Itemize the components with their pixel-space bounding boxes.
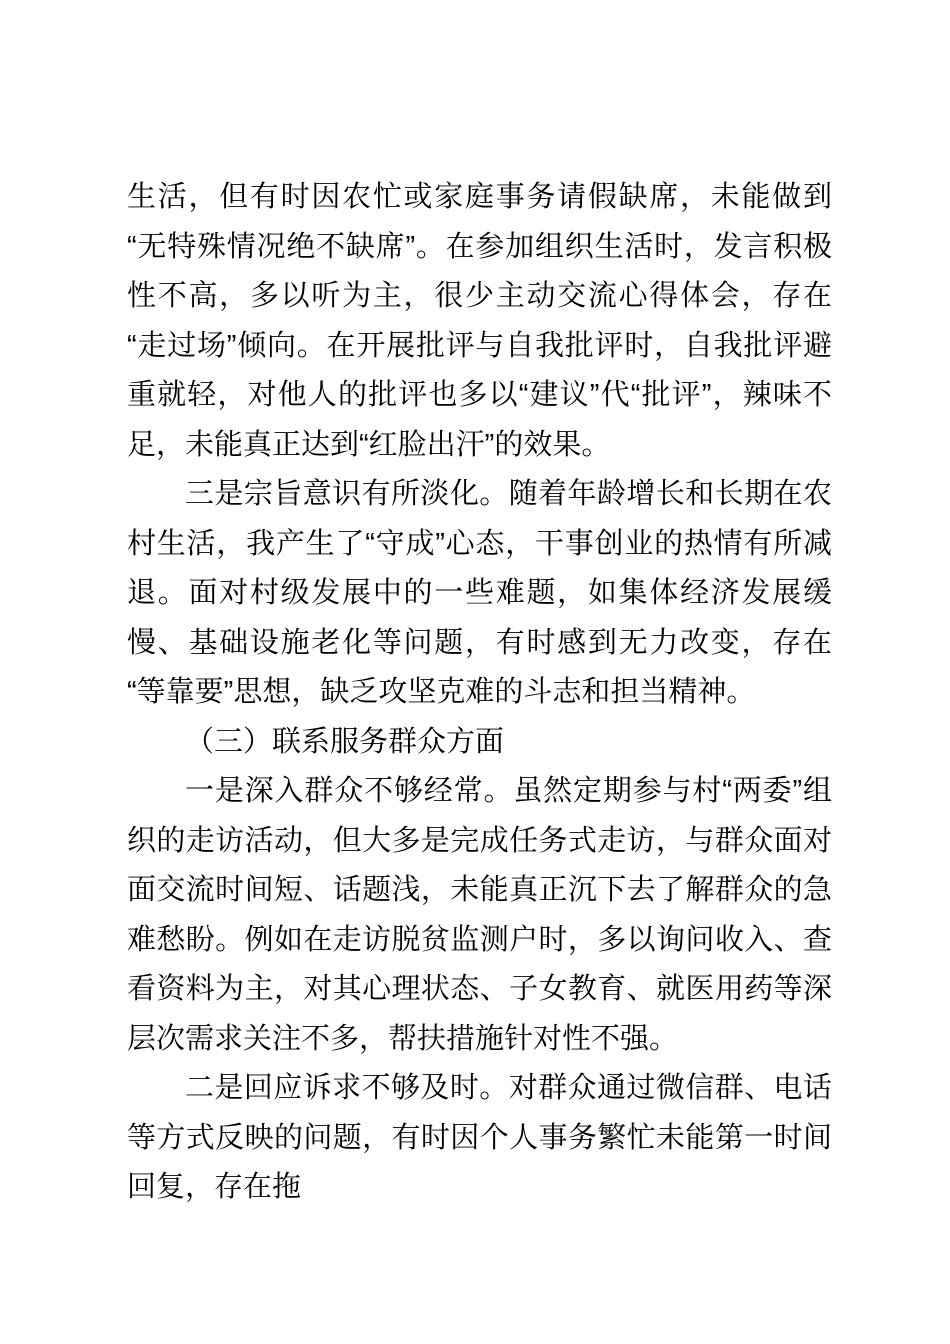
paragraph-third-point-purpose-awareness: 三是宗旨意识有所淡化。随着年龄增长和长期在农村生活，我产生了“守成”心态，干事创业的热情有所减退。面对村级发展中的一些难题，如集体经济发展缓慢、基础设施老化等问题，有时感到无力改变，存在“等靠要”思想，缺乏攻坚克难的斗志和担当精神。 bbox=[127, 478, 832, 708]
paragraph-second-point-response-timeliness: 二是回应诉求不够及时。对群众通过微信群、电话等方式反映的问题，有时因个人事务繁忙未能第一时间回复，存在拖 bbox=[127, 1072, 832, 1203]
section-heading-serving-masses: （三）联系服务群众方面 bbox=[185, 725, 505, 758]
paragraph-continuation: 生活，但有时因农忙或家庭事务请假缺席，未能做到“无特殊情况绝不缺席”。在参加组织生活时，发言积极性不高，多以听为主，很少主动交流心得体会，存在“走过场”倾向。在开展批评与自我批评时，自我批评避重就轻，对他人的批评也多以“建议”代“批评”，辣味不足，未能真正达到“红脸出汗”的效果。 bbox=[127, 181, 832, 461]
paragraph-first-point-deep-contact: 一是深入群众不够经常。虽然定期参与村“两委”组织的走访活动，但大多是完成任务式走访，与群众面对面交流时间短、话题浅，未能真正沉下去了解群众的急难愁盼。例如在走访脱贫监测户时，多以询问收入、查看资料为主，对其心理状态、子女教育、就医用药等深层次需求关注不多，帮扶措施针对性不强。 bbox=[127, 775, 832, 1055]
